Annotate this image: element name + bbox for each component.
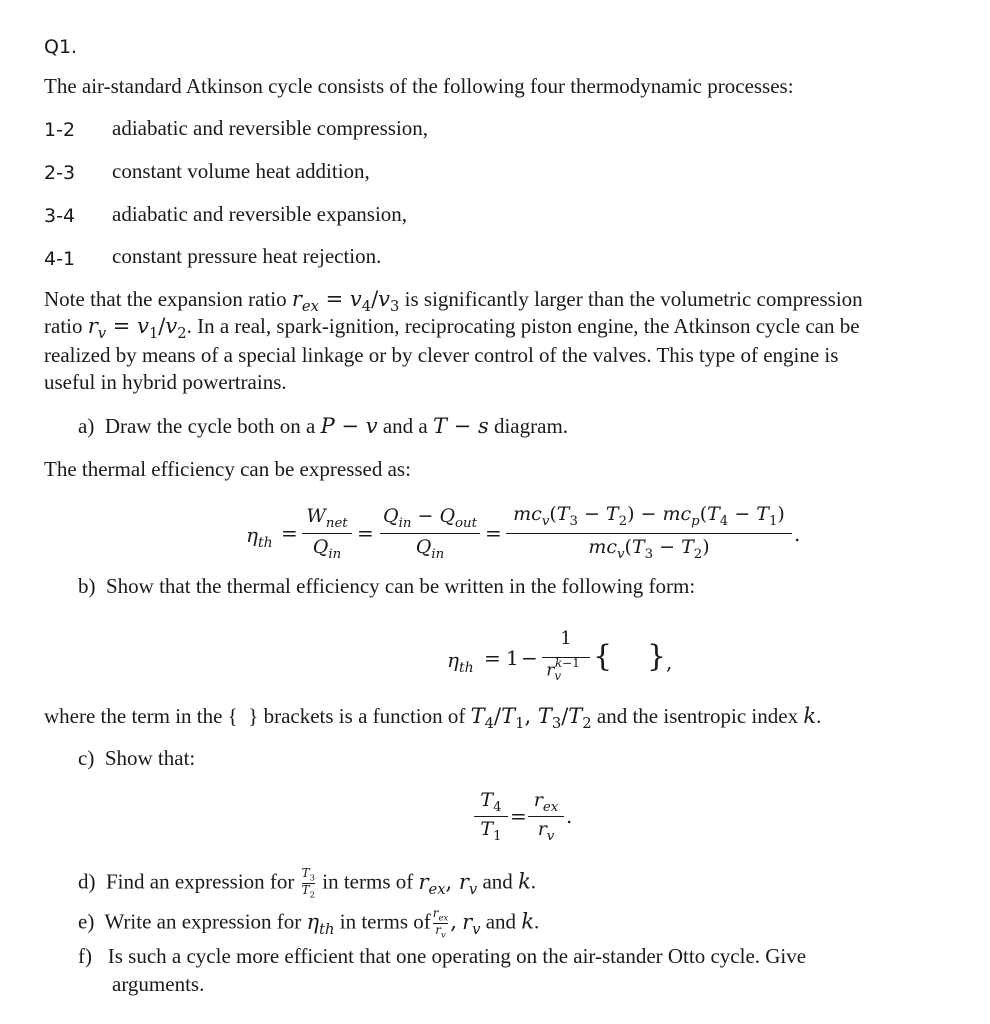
part-f-line-2: arguments.	[112, 972, 205, 996]
part-e-text-c: and	[485, 909, 517, 934]
denominator: $Q_{in}$	[415, 536, 445, 562]
part-f-label: f)	[78, 944, 92, 968]
part-c	[78, 746, 195, 771]
eta-symbol: $\eta_{th}$	[447, 648, 474, 676]
part-c-text: Show that:	[104, 746, 196, 770]
part-f-line-1: Is such a cycle more efficient that one operating on the air-stander Otto cycle. Give	[107, 944, 807, 968]
question-label: Q1.	[44, 36, 78, 58]
numerator: $r_{ex}$	[533, 789, 559, 815]
period: .	[566, 804, 573, 828]
k-symbol: k	[521, 909, 535, 934]
process-id: 3-4	[44, 205, 76, 227]
part-e-label: e)	[78, 909, 95, 934]
part-e-text-a: Write an expression for	[104, 909, 302, 934]
denominator: $mc_v(T_3 - T_2)$	[588, 536, 710, 562]
part-a-text-b: and a	[382, 414, 428, 438]
note-line-1	[44, 287, 863, 315]
numerator: 1	[560, 628, 572, 649]
note-line-1-b: is significantly larger than the volumetric compression	[404, 287, 863, 311]
k-symbol: k	[518, 869, 531, 894]
rv-symbol: $r_v$	[462, 909, 481, 938]
note-line-1-a: Note that the expansion ratio	[44, 287, 287, 311]
part-e: e) Write an expression for $\eta_{th}$ in terms of $r_{ex}$ $r_v$ , $r_v$ and k.	[78, 906, 540, 940]
part-c-label: c)	[78, 746, 95, 770]
period: .	[794, 522, 801, 546]
note-line-2-b: . In a real, spark-ignition, reciprocating piston engine, the Atkinson cycle can be	[186, 314, 860, 338]
note-line-4: useful in hybrid powertrains.	[44, 370, 287, 394]
part-b-text: Show that the thermal efficiency can be written in the following form:	[106, 574, 696, 598]
process-text: constant volume heat addition,	[112, 159, 370, 183]
note-line-2-a: ratio	[44, 314, 83, 338]
fraction-bar	[380, 533, 480, 534]
numerator: $T_4$	[480, 789, 502, 815]
process-text: adiabatic and reversible compression,	[112, 116, 429, 140]
t3-over-t2-fraction: $\frac{T_3}{T_2}$	[301, 866, 315, 900]
bracket-note-b: } brackets is a function of	[248, 704, 466, 728]
bracket-note-a: where the term in the {	[44, 704, 238, 728]
equals-sign: =	[485, 521, 502, 545]
part-e-text-b: in terms of	[339, 909, 431, 934]
equals-sign: =	[510, 804, 527, 828]
part-d: d) Find an expression for $\frac{T_3}{T_2}$ in terms of $r_{ex}$, $r_v$ and k.	[78, 866, 537, 900]
part-b	[78, 574, 695, 599]
efficiency-intro: The thermal efficiency can be expressed as:	[44, 457, 411, 481]
part-a	[78, 414, 568, 439]
part-f	[78, 944, 806, 969]
one: 1	[506, 646, 519, 670]
denominator: $r_v$	[537, 818, 555, 844]
note-line-3: realized by means of a special linkage or by clever control of the valves. This type of engine is	[44, 343, 839, 367]
process-id: 2-3	[44, 162, 76, 184]
denominator: $Q_{in}$	[312, 536, 342, 562]
part-a-text-c: diagram.	[493, 414, 569, 438]
close-brace: }	[647, 639, 667, 674]
isentropic-index-symbol: k	[803, 704, 817, 728]
open-brace: {	[593, 639, 613, 674]
equals-sign: =	[357, 521, 374, 545]
part-b-label: b)	[78, 574, 96, 598]
part-d-label: d)	[78, 869, 96, 894]
comma: ,	[666, 650, 673, 674]
part-d-text-a: Find an expression for	[106, 869, 295, 894]
part-d-text-b: in terms of	[322, 869, 414, 894]
ts-diagram-symbol: T − s	[432, 414, 489, 438]
process-id: 4-1	[44, 248, 76, 270]
rex-over-rv-fraction: $r_{ex}$ $r_v$	[432, 906, 449, 940]
bracket-note: where the term in the { } brackets is a function of $T_4/T_1$, $T_3/T_2$ and the isentropic index k.	[44, 704, 822, 733]
denominator: $r_v^{k-1}$	[546, 656, 580, 684]
fraction-bar	[506, 533, 792, 534]
pv-diagram-symbol: P − v	[320, 414, 378, 438]
denominator: $T_1$	[480, 818, 502, 844]
temperature-ratios: $T_4/T_1$, $T_3/T_2$	[470, 704, 592, 733]
eta-symbol: $\eta_{th}$	[246, 523, 273, 551]
equals-sign: =	[281, 521, 298, 545]
part-d-text-c: and	[482, 869, 513, 894]
expansion-ratio-formula: $r_{ex} = v_4/v_3$	[291, 287, 400, 316]
bracket-note-c: and the isentropic index	[596, 704, 799, 728]
numerator: $mc_v(T_3 - T_2) - mc_p(T_4 - T_1)$	[513, 503, 785, 529]
process-text: adiabatic and reversible expansion,	[112, 202, 408, 226]
part-a-label: a)	[78, 414, 95, 438]
intro-text: The air-standard Atkinson cycle consists of the following four thermodynamic processes:	[44, 74, 794, 98]
fraction-bar	[302, 533, 352, 534]
numerator: $W_{net}$	[306, 505, 348, 531]
ratios-symbols: $r_{ex}$, $r_v$	[418, 869, 478, 898]
minus-sign: −	[521, 646, 538, 670]
note-line-2	[44, 314, 860, 342]
part-a-text-a: Draw the cycle both on a	[104, 414, 316, 438]
numerator: $Q_{in} - Q_{out}$	[383, 505, 477, 531]
compression-ratio-formula: $r_v = v_1/v_2$	[87, 314, 187, 343]
equals-sign: =	[484, 646, 501, 670]
process-id: 1-2	[44, 119, 76, 141]
process-text: constant pressure heat rejection.	[112, 244, 382, 268]
eta-symbol: $\eta_{th}$	[306, 909, 335, 938]
